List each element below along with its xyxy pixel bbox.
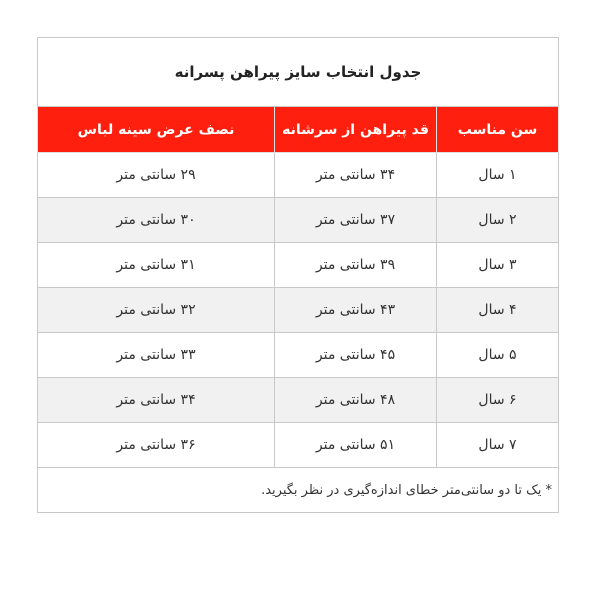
cell-length: ۴۵ سانتی متر bbox=[275, 333, 437, 378]
table-row bbox=[38, 153, 559, 198]
cell-length: ۳۴ سانتی متر bbox=[275, 153, 437, 198]
header-row bbox=[38, 107, 559, 153]
title-row bbox=[38, 38, 559, 107]
cell-chest: ۳۴ سانتی متر bbox=[38, 378, 275, 423]
cell-age: ۳ سال bbox=[437, 243, 559, 288]
cell-length: ۳۹ سانتی متر bbox=[275, 243, 437, 288]
cell-length: ۴۸ سانتی متر bbox=[275, 378, 437, 423]
size-chart-table bbox=[37, 37, 559, 513]
header-chest: نصف عرض سینه لباس bbox=[38, 107, 275, 153]
cell-age: ۷ سال bbox=[437, 423, 559, 468]
cell-chest: ۳۰ سانتی متر bbox=[38, 198, 275, 243]
measurement-note: * یک تا دو سانتی‌متر خطای اندازه‌گیری در نظر بگیرید. bbox=[38, 468, 559, 513]
table-row bbox=[38, 198, 559, 243]
table-row bbox=[38, 378, 559, 423]
cell-chest: ۳۲ سانتی متر bbox=[38, 288, 275, 333]
table-title: جدول انتخاب سایز پیراهن پسرانه bbox=[38, 38, 559, 107]
table-row bbox=[38, 288, 559, 333]
cell-age: ۲ سال bbox=[437, 198, 559, 243]
note-row bbox=[38, 468, 559, 513]
cell-age: ۴ سال bbox=[437, 288, 559, 333]
cell-chest: ۳۱ سانتی متر bbox=[38, 243, 275, 288]
cell-age: ۱ سال bbox=[437, 153, 559, 198]
cell-age: ۶ سال bbox=[437, 378, 559, 423]
header-age: سن مناسب bbox=[437, 107, 559, 153]
cell-chest: ۳۳ سانتی متر bbox=[38, 333, 275, 378]
table-row bbox=[38, 333, 559, 378]
header-length: قد پیراهن از سرشانه bbox=[275, 107, 437, 153]
table-row bbox=[38, 423, 559, 468]
table-row bbox=[38, 243, 559, 288]
cell-length: ۴۳ سانتی متر bbox=[275, 288, 437, 333]
cell-chest: ۳۶ سانتی متر bbox=[38, 423, 275, 468]
cell-length: ۵۱ سانتی متر bbox=[275, 423, 437, 468]
cell-length: ۳۷ سانتی متر bbox=[275, 198, 437, 243]
cell-chest: ۲۹ سانتی متر bbox=[38, 153, 275, 198]
cell-age: ۵ سال bbox=[437, 333, 559, 378]
